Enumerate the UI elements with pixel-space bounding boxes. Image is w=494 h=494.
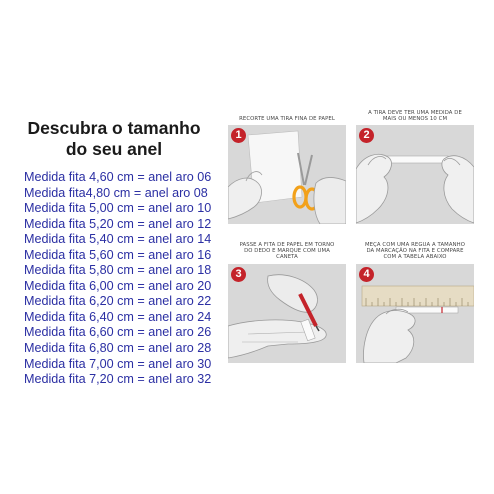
ruler-icon <box>362 286 474 306</box>
step-4-caption <box>356 242 474 261</box>
step-3-badge: 3 <box>231 267 246 282</box>
size-list <box>14 170 214 388</box>
size-item: Medida fita 7,00 cm = anel aro 30 <box>24 356 212 371</box>
size-item: Medida fita 6,80 cm = anel aro 28 <box>24 341 212 356</box>
size-item: Medida fita 5,40 cm = anel aro 14 <box>24 232 212 247</box>
step-4-caption-line: DA MARCAÇÃO NA FITA E COMPARE <box>366 248 464 255</box>
ring-size-guide <box>14 118 214 388</box>
guide-title <box>14 118 214 160</box>
step-3-caption-line: DO DEDO E MARQUE COM UMA <box>244 248 330 255</box>
size-item: Medida fita 5,80 cm = anel aro 18 <box>24 263 212 278</box>
size-item: Medida fita 5,00 cm = anel aro 10 <box>24 201 212 216</box>
step-4-caption-line: COM A TABELA ABAIXO <box>383 254 447 261</box>
step-1-panel <box>228 125 346 224</box>
size-item: Medida fita4,80 cm = anel aro 08 <box>24 185 208 200</box>
size-item: Medida fita 5,20 cm = anel aro 12 <box>24 216 212 231</box>
step-1-badge: 1 <box>231 128 246 143</box>
size-item: Medida fita 6,20 cm = anel aro 22 <box>24 294 212 309</box>
step-3-caption <box>228 242 346 261</box>
step-1-caption-line: RECORTE UMA TIRA FINA DE PAPEL <box>239 116 335 122</box>
step-2-panel <box>356 125 474 224</box>
step-3-caption-line: PASSE A FITA DE PAPEL EM TORNO <box>239 242 335 248</box>
step-2-caption-line: MAIS OU MENOS 10 CM <box>382 116 448 123</box>
size-item: Medida fita 5,60 cm = anel aro 16 <box>24 247 212 262</box>
step-3-illustration <box>228 264 346 363</box>
step-4-caption-line: MEÇA COM UMA REGUA A TAMANHO <box>365 242 465 248</box>
size-item: Medida fita 4,60 cm = anel aro 06 <box>24 170 212 184</box>
step-1-caption <box>228 116 346 122</box>
step-2-caption <box>356 110 474 122</box>
step-3-caption-line: CANETA <box>276 254 298 261</box>
size-item: Medida fita 7,20 cm = anel aro 32 <box>24 372 212 387</box>
size-item: Medida fita 6,40 cm = anel aro 24 <box>24 309 212 324</box>
step-4-illustration <box>356 264 474 363</box>
paper-strip-icon <box>386 156 448 163</box>
step-4-badge: 4 <box>359 267 374 282</box>
size-item: Medida fita 6,00 cm = anel aro 20 <box>24 278 212 293</box>
step-2-illustration <box>356 125 474 224</box>
step-4-panel <box>356 264 474 363</box>
step-1-illustration <box>228 125 346 224</box>
guide-title-line2: do seu anel <box>65 139 163 159</box>
step-2-badge: 2 <box>359 128 374 143</box>
step-3-panel <box>228 264 346 363</box>
step-2-caption-line: A TIRA DEVE TER UMA MEDIDA DE <box>368 110 462 116</box>
size-item: Medida fita 6,60 cm = anel aro 26 <box>24 325 212 340</box>
guide-title-line1: Descubra o tamanho <box>27 118 201 138</box>
